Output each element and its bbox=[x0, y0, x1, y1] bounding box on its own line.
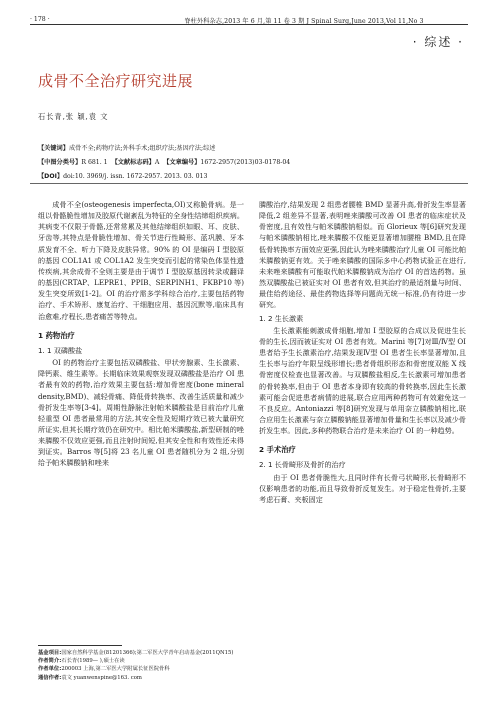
subsection-heading-growth-hormone: 1. 2 生长激素 bbox=[259, 313, 304, 323]
subsection-heading-bisphosphonates: 1. 1 双磷酸盐 bbox=[38, 345, 83, 355]
section-heading-drug-therapy: 1 药物治疗 bbox=[38, 330, 75, 340]
bisphosphonates-paragraph: OI 的药物治疗主要包括双磷酸盐、甲状旁腺素、生长激素、降钙素、维生素等。长期临床效果观察发现双磷酸盐是治疗 OI 患者最有效的药物,治疗效果主要包括:增加骨密度(bone mineral density,BMD)、减轻骨痛、降低骨转换率、改善生活质量和减少骨折发生率等[3-4]。周期性静脉注射帕米膦酸盐是目前治疗儿童轻重型 OI 患者最常用的方法,其安全性及短期疗效已被大量研究所证实,但其长期疗效仍在研究中。相比帕米膦酸盐,新型研制的唑来膦酸不仅效应更强,而且注射时间短,但其安全性和有效性还未得到证实。Barros 等[5]将 23 名儿童 OI 患者随机分为 2 组,分别给予帕米膦酸钠和唑来 bbox=[38, 358, 244, 468]
classification-line bbox=[38, 157, 290, 166]
keywords-label: 【关键词】 bbox=[38, 145, 69, 152]
article-title: 成骨不全治疗研究进展 bbox=[38, 72, 194, 90]
org-note bbox=[38, 665, 248, 673]
org-note-label: 作者单位: bbox=[38, 666, 62, 673]
correspondence-text: 袁文 yuanwenspine@163. com bbox=[61, 674, 142, 681]
doc-code-label: 【文献标志码】 bbox=[111, 159, 155, 166]
page-number: · 178 · bbox=[30, 16, 50, 23]
zoledronate-paragraph: 膦酸治疗,结果发现 2 组患者腰椎 BMD 显著升高,骨折发生率显著降低,2 组差异不显著,表明唑来膦酸可改善 OI 患者的临床症状及骨密度,且有效性与帕米膦酸钠相似。而 Glorieux 等[6]研究发现与帕米膦酸钠相比,唑来膦酸不仅能更显著增加腰椎 BMD,且在降低骨转换率方面效应更强,因此认为唑来膦酸治疗儿童 OI 可能比帕米膦酸钠更有效。关于唑来膦酸的国际多中心药物试验正在进行,未来唑来膦酸有可能取代帕米膦酸钠成为治疗 OI 的首选药物。虽然双膦酸盐已被证实对 OI 患者有效,但其治疗的最适剂量与时间、最佳给药途径、最佳药物选择等问题尚无统一标准,仍有待进一步研究。 bbox=[259, 200, 466, 310]
article-number-label: 【文章编号】 bbox=[163, 159, 201, 166]
footnotes bbox=[38, 649, 248, 682]
keywords-line bbox=[38, 143, 216, 152]
section-label: · 综述 · bbox=[412, 35, 464, 49]
right-column bbox=[259, 199, 466, 505]
clc-label: 【中图分类号】 bbox=[38, 159, 82, 166]
doi-label: 【DOI】 bbox=[38, 173, 64, 180]
long-bone-paragraph: 由于 OI 患者骨脆性大,且同时伴有长骨弓状畸形,长骨畸形不仅影响患者的功能,而且导致骨折反复发生。对于稳定性骨折,主要考虑石膏、夹板固定 bbox=[259, 472, 466, 504]
fund-note bbox=[38, 649, 248, 657]
author-list: 石长青,张 颖,袁 文 bbox=[38, 112, 109, 121]
header-rule bbox=[30, 24, 468, 25]
subsection-heading-long-bone: 2. 1 长骨畸形及骨折的治疗 bbox=[259, 460, 346, 470]
keywords-text: 成骨不全;药物疗法;外科手术;组织疗法;基因疗法;综述 bbox=[68, 145, 216, 152]
correspondence-label: 通信作者: bbox=[38, 674, 62, 681]
author-note-text: 石长青(1989— ),硕士在读 bbox=[61, 658, 125, 665]
doc-code-value: A bbox=[154, 159, 160, 166]
article-number-value: 1672-2957(2013)03-0178-04 bbox=[200, 159, 291, 166]
doi-line bbox=[38, 171, 207, 180]
meta-rule bbox=[30, 183, 468, 184]
author-note-label: 作者简介: bbox=[38, 658, 62, 665]
section-heading-surgery: 2 手术治疗 bbox=[259, 445, 296, 455]
journal-citation: 脊柱外科杂志,2013 年 6 月,第 11 卷 3 期 J Spinal Surg,June 2013,Vol 11,No 3 bbox=[184, 18, 424, 25]
growth-hormone-paragraph: 生长激素能刺激成骨细胞,增加 I 型胶原的合成以及促进生长骨的生长,因而被证实对 OI 患者有效。Marini 等[7]对Ⅲ/Ⅳ型 OI 患者给予生长激素治疗,结果发现Ⅳ型 OI 患者生长率显著增加,且生长率与治疗年限呈线形增长;患者骨组织形态和骨密度双能 X 线骨密度仪检查也显著改善。与双膦酸盐相反,生长激素可增加患者的骨转换率,但由于 OI 患者本身即有较高的骨转换率,因此生长激素可能会促进患者病情的进展,联合应用两种药物可有效避免这一不良反应。Antoniazzi 等[8]研究发现与单用奈立膦酸钠相比,联合应用生长激素与奈立膦酸钠能显著增加骨量和生长率以及减少骨折发生率。因此,多种药物联合治疗是未来治疗 OI 的一种趋势。 bbox=[259, 325, 466, 436]
left-column bbox=[38, 199, 244, 469]
intro-paragraph: 成骨不全(osteogenesis imperfecta,OI)又称脆骨病。是一组以骨骼脆性增加及胶原代谢紊乱为特征的全身性结缔组织疾病。其病变不仅限于骨骼,还常常累及其他结缔组织如眼、耳、皮肤、牙齿等,其特点是骨脆性增加、骨关节进行性畸形、蓝巩膜、牙本质发育不全、听力下降及皮肤异常。90% 的 OI 是编码 I 型胶原的基因 COL1A1 或 COL1A2 发生突变而引起的常染色体显性遗传疾病,其余成骨不全则主要是由于调节 I 型胶原基因转录或翻译的基因(CRTAP、LEPRE1、PPIB、SERPINH1、FKBP10 等)发生突变所致[1-2]。OI 的治疗需多学科综合治疗,主要包括药物治疗、手术矫形、康复治疗、干细胞应用、基因沉默等,临床具有治愈难,疗程长,患者痛苦等特点。 bbox=[38, 200, 244, 321]
doi-value: doi:10. 3969/j. issn. 1672-2957. 2013. 03. 013 bbox=[63, 173, 208, 180]
org-note-text: 200003 上海,第二军医大学附属长征医院骨科 bbox=[61, 666, 170, 673]
author-note bbox=[38, 657, 248, 665]
fund-label: 基金项目: bbox=[38, 650, 62, 656]
correspondence-note bbox=[38, 674, 248, 682]
footnote-rule bbox=[38, 645, 122, 646]
fund-text: 国家自然科学基金(81201366);第二军医大学青年启动基金(2011QN15) bbox=[61, 650, 234, 656]
clc-value: R 681. 1 bbox=[81, 159, 108, 166]
